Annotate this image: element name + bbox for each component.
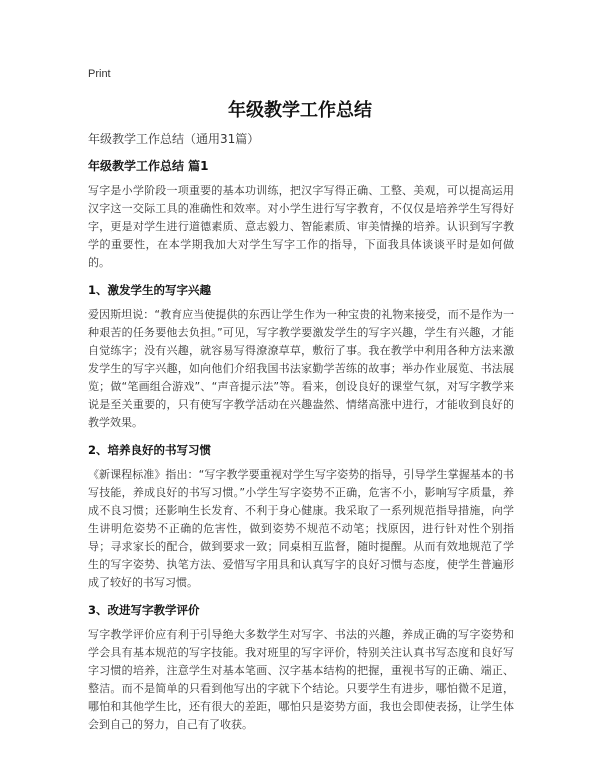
page-title: 年级教学工作总结 — [228, 100, 372, 121]
section-heading-2: 2、培养良好的书写习惯 — [88, 443, 212, 457]
section-heading-3: 3、改进写字教学评价 — [88, 603, 200, 617]
section-paragraph-2: 《新课程标准》指出：“写字教学要重视对学生写字姿势的指导，引导学生掌握基本的书写技能，养成良好的书写习惯。”小学生写字姿势不正确，危害不小，影响写字质量，养成不良习惯；还影响生长发育、不利于身心健康。我采取了一系列规范指导措施，向学生讲明危姿势不正确的危害性，做到姿势不规范不动笔；找原因，进行针对性个别指导；寻求家长的配合，做到要求一致；同桌相互监督，随时提醒。从而有效地规范了学生的写字姿势、执笔方法、爱惜写字用具和认真写字的良好习惯与态度，使学生普遍形成了较好的书写习惯。 — [88, 468, 514, 589]
document-content — [88, 130, 514, 740]
section-heading-1: 1、激发学生的写字兴趣 — [88, 283, 212, 297]
chapter-title: 年级教学工作总结 篇1 — [88, 159, 209, 173]
print-label[interactable]: Print — [88, 68, 111, 80]
section-paragraph-1: 爱因斯坦说：“教育应当使提供的东西让学生作为一种宝贵的礼物来接受，而不是作为一种艰苦的任务要他去负担。”可见，写字教学要激发学生的写字兴趣，学生有兴趣，才能自觉练字；没有兴趣，就容易写得潦潦草草，敷衍了事。我在教学中利用各种方法来激发学生的写字兴趣，如向他们介绍我国书法家勤学苦练的故事；举办作业展览、书法展览；做“笔画组合游戏”、“声音提示法”等。看来，创设良好的课堂气氛，对写字教学来说是至关重要的，只有使写字教学活动在兴趣盎然、情绪高涨中进行，才能收到良好的教学效果。 — [88, 308, 514, 429]
section-paragraph-3: 写字教学评价应有利于引导绝大多数学生对写字、书法的兴趣，养成正确的写字姿势和学会具有基本规范的写字技能。我对班里的写字评价，特别关注认真书写态度和良好写字习惯的培养，注意学生对基本笔画、汉字基本结构的把握，重视书写的正确、端正、整洁。而不是简单的只看到他写出的字就下个结论。只要学生有进步，哪怕微不足道，哪怕和其他学生比，还有很大的差距，哪怕只是姿势方面，我也会即使表扬，让学生体会到自己的努力，自己有了收获。 — [88, 628, 514, 731]
document-subtitle: 年级教学工作总结（通用31篇） — [88, 132, 260, 146]
intro-paragraph: 写字是小学阶段一项重要的基本功训练，把汉字写得正确、工整、美观，可以提高运用汉字这一交际工具的准确性和效率。对小学生进行写字教育，不仅仅是培养学生写得好字，更是对学生进行道德素质、意志毅力、智能素质、审美情操的培养。认识到写字教学的重要性，在本学期我加大对学生写字工作的指导，下面我具体谈谈平时是如何做的。 — [88, 184, 514, 269]
